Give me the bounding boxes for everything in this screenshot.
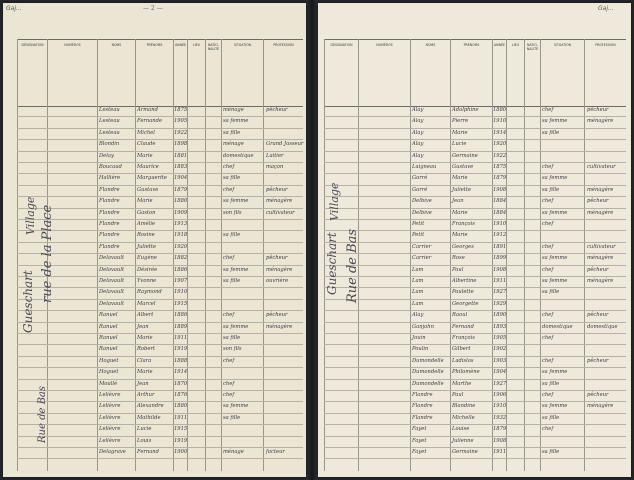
cell-prenom: Désirée [137, 266, 158, 273]
margin-street: rue de la Place [40, 204, 55, 303]
column-header: NUMÉROS [358, 40, 410, 106]
cell-annee: 1914 [493, 129, 507, 136]
column-header: NOMS [410, 40, 450, 106]
cell-annee: 1904 [174, 175, 188, 182]
cell-nom: Lelièvre [99, 403, 121, 410]
cell-profession: facteur [266, 449, 285, 455]
cell-situation: sa femme [542, 278, 568, 284]
cell-situation: sa fille [542, 289, 560, 296]
cell-profession: pêcheur [587, 107, 609, 113]
cell-annee: 1900 [174, 449, 188, 455]
cell-nom: Hoguet [99, 369, 119, 376]
cell-nom: Alay [412, 141, 424, 148]
column-header: PRÉNOMS [135, 40, 173, 106]
cell-profession: pêcheur [266, 107, 288, 113]
census-page-right [318, 3, 631, 477]
cell-situation: chef [223, 357, 235, 364]
cell-nom: Jouin [412, 335, 426, 341]
cell-situation: chef [542, 312, 554, 319]
cell-annee: 1929 [493, 300, 507, 307]
cell-nom: Alay [412, 312, 424, 319]
cell-situation: sa femme [542, 209, 568, 216]
cell-annee: 1875 [493, 164, 507, 170]
cell-profession: Grand Jasseur [266, 141, 304, 148]
cell-profession: ménagère [587, 118, 614, 125]
cell-nom: Petit [412, 221, 425, 227]
cell-nom: Hallière [99, 175, 121, 182]
cell-prenom: Michelle [452, 414, 475, 421]
cell-situation: sa femme [542, 369, 568, 376]
cell-nom: Ranuel [99, 335, 118, 341]
cell-situation: domestique [542, 323, 573, 330]
cell-annee: 1886 [174, 266, 188, 273]
cell-situation: sa fille [223, 414, 241, 421]
cell-nom: Delay [99, 152, 114, 159]
cell-situation: sa fille [223, 175, 241, 182]
cell-annee: 1884 [493, 209, 507, 216]
cell-situation: ménage [223, 449, 244, 455]
cell-prenom: Ladislas [452, 357, 474, 364]
cell-annee: 1905 [493, 335, 507, 341]
cell-prenom: Alexandre [137, 403, 164, 410]
cell-prenom: Georgette [452, 300, 479, 307]
column-header: SITUATION [540, 40, 584, 106]
cell-annee: 1919 [174, 346, 188, 353]
cell-situation: sa femme [542, 255, 568, 262]
cell-profession: pêcheur [266, 255, 288, 262]
cell-situation: chef [542, 335, 554, 341]
margin-street: Rue de Bas [345, 228, 360, 303]
cell-annee: 1905 [174, 118, 188, 125]
cell-nom: Carrier [412, 243, 432, 250]
cell-prenom: Marthe [452, 380, 472, 387]
cell-prenom: Fernande [137, 118, 163, 125]
cell-annee: 1910 [174, 289, 188, 296]
cell-prenom: Maurice [137, 164, 159, 170]
cell-nom: Lam [412, 300, 424, 307]
cell-nom: Fayet [412, 426, 427, 433]
cell-prenom: Jean [452, 198, 464, 205]
cell-prenom: Clara [137, 357, 152, 364]
column-header: LIEU [506, 40, 524, 106]
cell-prenom: Fernand [452, 323, 474, 330]
margin-street-2: Rue de Bas [37, 385, 48, 443]
cell-situation: ménage [223, 107, 244, 113]
cell-situation: sa femme [542, 118, 568, 125]
cell-annee: 1879 [493, 426, 507, 433]
cell-nom: Laigneau [412, 164, 437, 170]
table-header [17, 39, 303, 107]
cell-nom: Alay [412, 152, 424, 159]
cell-annee: 1911 [174, 335, 188, 341]
cell-prenom: Louise [452, 426, 470, 433]
cell-prenom: Gustave [452, 164, 474, 170]
cell-situation: son fils [223, 346, 242, 353]
cell-annee: 1922 [174, 129, 188, 136]
cell-annee: 1909 [174, 209, 188, 216]
cell-situation: sa fille [223, 278, 241, 284]
cell-annee: 1908 [493, 266, 507, 273]
cell-annee: 1902 [493, 346, 507, 353]
cell-prenom: Marie [137, 369, 153, 376]
cell-annee: 1884 [493, 198, 507, 205]
column-header: SITUATION [221, 40, 263, 106]
cell-prenom: Claude [137, 141, 156, 148]
cell-situation: sa femme [542, 175, 568, 182]
cell-annee: 1910 [493, 118, 507, 125]
column-header: PRÉNOMS [450, 40, 492, 106]
cell-annee: 1920 [174, 243, 188, 250]
cell-prenom: Raymond [137, 289, 162, 296]
cell-situation: chef [542, 426, 554, 433]
cell-annee: 1932 [493, 414, 507, 421]
cell-nom: Gorré [412, 186, 428, 193]
cell-situation: chef [542, 221, 554, 227]
cell-prenom: Paul [452, 392, 464, 398]
cell-situation: chef [542, 357, 554, 364]
cell-situation: sa fille [542, 449, 560, 455]
cell-situation: sa fille [223, 232, 241, 239]
cell-prenom: Marie [137, 198, 153, 205]
cell-annee: 1915 [174, 426, 188, 433]
column-header: PROFESSION [584, 40, 626, 106]
cell-annee: 1903 [493, 357, 507, 364]
census-page-left [3, 3, 306, 477]
cell-annee: 1910 [493, 403, 507, 410]
cell-prenom: Raoul [452, 312, 468, 319]
cell-annee: 1898 [174, 141, 188, 148]
cell-situation: sa fille [223, 129, 241, 136]
cell-nom: Flandre [99, 243, 120, 250]
cell-profession: ménagère [587, 186, 614, 193]
book-gutter [306, 0, 318, 480]
cell-nom: Dumondelle [412, 380, 444, 387]
cell-prenom: Lucie [137, 426, 152, 433]
cell-prenom: Germaine [452, 449, 478, 455]
cell-situation: sa femme [542, 403, 568, 410]
cell-annee: 1915 [174, 300, 188, 307]
cell-situation: sa fille [542, 380, 560, 387]
cell-prenom: Adolphine [452, 107, 479, 113]
cell-annee: 1904 [493, 369, 507, 376]
cell-profession: ouvrière [266, 278, 289, 284]
cell-profession: ménagère [587, 403, 614, 410]
cell-annee: 1880 [174, 198, 188, 205]
cell-nom: Moullé [99, 380, 118, 387]
cell-nom: Fayet [412, 437, 427, 444]
cell-profession: pêcheur [587, 312, 609, 319]
cell-nom: Delbive [412, 209, 432, 216]
cell-profession: pêcheur [587, 357, 609, 364]
cell-prenom: Gaston [137, 209, 156, 216]
cell-nom: Ranuel [99, 312, 118, 319]
cell-profession: domestique [587, 323, 618, 330]
cell-prenom: François [452, 335, 475, 341]
cell-annee: 1914 [174, 369, 188, 376]
cell-prenom: Marie [137, 152, 153, 159]
cell-annee: 1919 [174, 437, 188, 444]
cell-annee: 1880 [174, 403, 188, 410]
column-header: PROFESSION [263, 40, 303, 106]
cell-nom: Delavault [99, 278, 125, 284]
cell-situation: chef [542, 107, 554, 113]
cell-prenom: Paul [452, 266, 464, 273]
cell-situation: sa femme [223, 198, 249, 205]
archive-reference: Gaj… [598, 5, 614, 12]
cell-nom: Lam [412, 278, 424, 284]
cell-profession: pêcheur [587, 392, 609, 398]
cell-prenom: Gustave [137, 186, 159, 193]
cell-prenom: Michel [137, 129, 155, 136]
cell-prenom: Gilbert [452, 346, 471, 353]
cell-prenom: Amélie [137, 221, 156, 227]
cell-nom: Flandre [412, 403, 433, 410]
cell-annee: 1883 [174, 164, 188, 170]
cell-profession: cultivateur [587, 164, 616, 170]
cell-nom: Lam [412, 266, 424, 273]
cell-annee: 1880 [493, 107, 507, 113]
cell-nom: Flandre [412, 414, 433, 421]
cell-profession: pêcheur [266, 312, 288, 319]
cell-annee: 1927 [493, 289, 507, 296]
cell-prenom: Robert [137, 346, 155, 353]
cell-annee: 1911 [493, 449, 507, 455]
cell-situation: chef [223, 380, 235, 387]
cell-situation: chef [223, 392, 235, 398]
column-header: DÉSIGNATION [324, 40, 358, 106]
cell-prenom: Germaine [452, 152, 478, 159]
cell-annee: 1875 [174, 107, 188, 113]
cell-nom: Hoguet [99, 357, 119, 364]
column-header: NATIO-NALITÉ [205, 40, 221, 106]
cell-annee: 1899 [493, 255, 507, 262]
cell-annee: 1879 [493, 175, 507, 182]
cell-prenom: Juliette [137, 243, 157, 250]
cell-nom: Flandre [412, 392, 433, 398]
cell-nom: Lelièvre [99, 437, 121, 444]
cell-prenom: Blandine [452, 403, 476, 410]
column-header: ANNÉE [173, 40, 187, 106]
cell-prenom: Paulette [452, 289, 474, 296]
cell-situation: sa fille [223, 335, 241, 341]
cell-annee: 1908 [493, 437, 507, 444]
cell-situation: chef [542, 266, 554, 273]
cell-prenom: Jean [137, 323, 149, 330]
cell-profession: cultivateur [266, 209, 295, 216]
cell-annee: 1881 [174, 152, 188, 159]
column-header: LIEU [187, 40, 205, 106]
cell-prenom: Albert [137, 312, 154, 319]
cell-prenom: Lucie [452, 141, 467, 148]
cell-nom: Delagrave [99, 449, 126, 455]
cell-nom: Delavault [99, 266, 125, 273]
cell-nom: Ranuel [99, 346, 118, 353]
cell-nom: Ranuel [99, 323, 118, 330]
cell-nom: Boucaud [99, 164, 122, 170]
page-number: — 2 — [143, 5, 163, 12]
cell-prenom: Pierre [452, 118, 469, 125]
cell-prenom: Georges [452, 243, 474, 250]
column-header: DÉSIGNATION [17, 40, 47, 106]
cell-annee: 1890 [493, 312, 507, 319]
table-row [324, 447, 626, 459]
cell-prenom: Marie [137, 335, 153, 341]
cell-prenom: Mathilde [137, 414, 161, 421]
cell-situation: sa fille [542, 186, 560, 193]
cell-nom: Gorré [412, 175, 428, 182]
cell-prenom: Armand [137, 107, 158, 113]
cell-situation: chef [223, 255, 235, 262]
cell-nom: Flandre [99, 198, 120, 205]
cell-annee: 1908 [493, 186, 507, 193]
cell-annee: 1893 [493, 323, 507, 330]
cell-prenom: Marie [452, 129, 468, 136]
cell-nom: Flandre [99, 221, 120, 227]
cell-situation: chef [223, 164, 235, 170]
cell-profession: ménagère [587, 255, 614, 262]
cell-profession: cultivateur [587, 243, 616, 250]
cell-annee: 1918 [174, 232, 188, 239]
cell-annee: 1870 [174, 380, 188, 387]
cell-nom: Lam [412, 289, 424, 296]
margin-village: Village [328, 182, 341, 221]
cell-prenom: François [452, 221, 475, 227]
table-row [17, 447, 303, 459]
cell-nom: Carrier [412, 255, 432, 262]
cell-nom: Flandre [99, 232, 120, 239]
table-header [324, 39, 626, 107]
cell-nom: Delbive [412, 198, 432, 205]
cell-nom: Delavault [99, 255, 125, 262]
cell-profession: Laitier [266, 152, 284, 159]
cell-profession: ménagère [587, 209, 614, 216]
cell-annee: 1910 [493, 221, 507, 227]
cell-profession: pêcheur [587, 198, 609, 205]
cell-nom: Lesteau [99, 129, 120, 136]
cell-situation: sa femme [223, 323, 249, 330]
cell-nom: Flandre [99, 186, 120, 193]
cell-nom: Lelièvre [99, 426, 121, 433]
cell-prenom: Philomène [452, 369, 480, 376]
column-header: NOMS [97, 40, 135, 106]
cell-prenom: Rose [452, 255, 465, 262]
cell-prenom: Marcel [137, 300, 156, 307]
cell-situation: domestique [223, 152, 254, 159]
cell-annee: 1920 [493, 141, 507, 148]
cell-nom: Lelièvre [99, 392, 121, 398]
cell-nom: Delavault [99, 289, 125, 296]
cell-nom: Alay [412, 107, 424, 113]
cell-nom: Lesteau [99, 118, 120, 125]
cell-annee: 1886 [174, 312, 188, 319]
cell-annee: 1876 [174, 392, 188, 398]
cell-prenom: Louis [137, 437, 152, 444]
cell-nom: Alay [412, 129, 424, 136]
cell-situation: ménage [223, 141, 244, 148]
cell-annee: 1922 [493, 152, 507, 159]
margin-commune: Gueschart [21, 270, 35, 333]
cell-annee: 1906 [493, 392, 507, 398]
column-header: NUMÉROS [47, 40, 97, 106]
margin-commune: Gueschart [325, 232, 339, 295]
cell-profession: pêcheur [587, 266, 609, 273]
cell-nom: Lesteau [99, 107, 120, 113]
cell-situation: chef [542, 392, 554, 398]
cell-nom: Poulin [412, 346, 429, 353]
cell-nom: Blondin [99, 141, 120, 148]
cell-prenom: Marie [452, 232, 468, 239]
cell-prenom: Fernand [137, 449, 159, 455]
cell-nom: Ganjohn [412, 323, 434, 330]
cell-nom: Lelièvre [99, 414, 121, 421]
cell-situation: chef [542, 164, 554, 170]
cell-prenom: Albertine [452, 278, 477, 284]
cell-situation: sa femme [223, 118, 249, 125]
cell-annee: 1907 [174, 278, 188, 284]
archive-reference: Gaj… [6, 5, 22, 12]
cell-situation: sa fille [542, 129, 560, 136]
cell-prenom: Arthur [137, 392, 155, 398]
cell-nom: Delavault [99, 300, 125, 307]
cell-situation: sa femme [223, 266, 249, 273]
cell-nom: Dumondelle [412, 369, 444, 376]
cell-situation: chef [223, 312, 235, 319]
cell-annee: 1888 [174, 357, 188, 364]
cell-situation: sa fille [542, 414, 560, 421]
cell-profession: ménagère [587, 278, 614, 284]
cell-profession: ménagère [266, 266, 293, 273]
cell-annee: 1889 [174, 323, 188, 330]
cell-prenom: Julienne [452, 437, 474, 444]
cell-profession: pêcheur [266, 186, 288, 193]
cell-annee: 1891 [493, 243, 507, 250]
cell-prenom: Eugène [137, 255, 157, 262]
cell-annee: 1927 [493, 380, 507, 387]
cell-prenom: Rosine [137, 232, 155, 239]
cell-prenom: Jean [137, 380, 149, 387]
margin-village: Village [24, 196, 37, 235]
cell-prenom: Marie [452, 175, 468, 182]
cell-situation: chef [223, 186, 235, 193]
cell-nom: Petit [412, 232, 425, 239]
cell-nom: Fayet [412, 449, 427, 455]
column-header: ANNÉE [492, 40, 506, 106]
cell-prenom: Yvonne [137, 278, 157, 284]
cell-annee: 1911 [493, 278, 507, 284]
cell-situation: sa femme [223, 403, 249, 410]
cell-nom: Alay [412, 118, 424, 125]
cell-situation: chef [542, 243, 554, 250]
cell-prenom: Juliette [452, 186, 472, 193]
cell-nom: Flandre [99, 209, 120, 216]
column-header: NATIO-NALITÉ [524, 40, 540, 106]
cell-profession: maçon [266, 164, 284, 170]
cell-annee: 1882 [174, 255, 188, 262]
cell-nom: Dumondelle [412, 357, 444, 364]
cell-profession: ménagère [266, 198, 293, 205]
cell-annee: 1912 [493, 232, 507, 239]
cell-annee: 1913 [174, 221, 188, 227]
cell-annee: 1911 [174, 414, 188, 421]
cell-profession: ménagère [266, 323, 293, 330]
cell-prenom: Marie [452, 209, 468, 216]
cell-prenom: Marguerite [137, 175, 167, 182]
cell-annee: 1879 [174, 186, 188, 193]
cell-situation: son fils [223, 209, 242, 216]
cell-situation: chef [542, 198, 554, 205]
